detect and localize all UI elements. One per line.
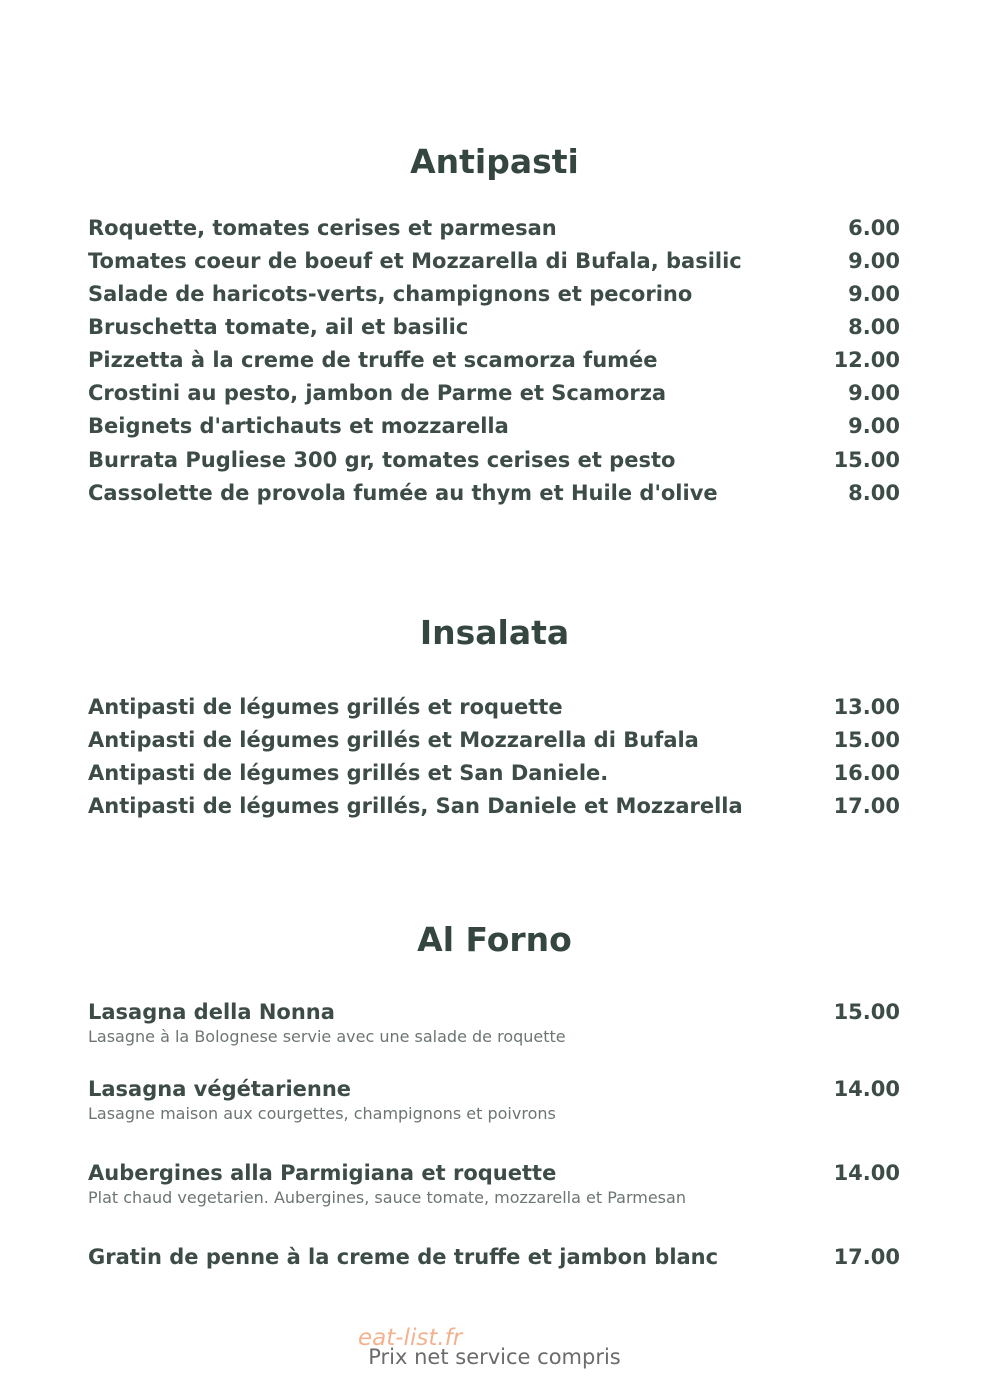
footer-note: Prix net service compris bbox=[368, 1345, 621, 1369]
section-title-antipasti: Antipasti bbox=[410, 142, 579, 181]
menu-item bbox=[88, 279, 900, 309]
item-price: 13.00 bbox=[833, 695, 900, 719]
item-name: Antipasti de légumes grillés et roquette bbox=[88, 695, 563, 719]
watermark: eat-list.fr bbox=[358, 1325, 463, 1351]
item-price: 16.00 bbox=[833, 761, 900, 785]
item-price: 14.00 bbox=[833, 1077, 900, 1101]
item-description: Lasagne à la Bolognese servie avec une salade de roquette bbox=[88, 1027, 566, 1046]
item-name: Tomates coeur de boeuf et Mozzarella di Bufala, basilic bbox=[88, 249, 742, 273]
menu-item bbox=[88, 213, 900, 243]
item-name: Bruschetta tomate, ail et basilic bbox=[88, 315, 469, 339]
item-price: 17.00 bbox=[833, 794, 900, 818]
item-name: Crostini au pesto, jambon de Parme et Scamorza bbox=[88, 381, 667, 405]
menu-item bbox=[88, 1074, 900, 1123]
item-name: Roquette, tomates cerises et parmesan bbox=[88, 216, 557, 240]
menu-item bbox=[88, 246, 900, 276]
item-price: 9.00 bbox=[848, 381, 900, 405]
menu-item bbox=[88, 725, 900, 755]
item-name: Antipasti de légumes grillés et Mozzarella di Bufala bbox=[88, 728, 699, 752]
item-description: Plat chaud vegetarien. Aubergines, sauce tomate, mozzarella et Parmesan bbox=[88, 1188, 686, 1207]
menu-item bbox=[88, 1242, 900, 1272]
menu-item bbox=[88, 478, 900, 508]
item-name: Lasagna della Nonna bbox=[88, 1000, 335, 1024]
item-price: 15.00 bbox=[833, 448, 900, 472]
item-price: 17.00 bbox=[833, 1245, 900, 1269]
item-name: Antipasti de légumes grillés et San Daniele. bbox=[88, 761, 609, 785]
menu-item bbox=[88, 411, 900, 441]
section-title-al-forno: Al Forno bbox=[417, 920, 572, 959]
menu-item bbox=[88, 997, 900, 1046]
item-name: Lasagna végétarienne bbox=[88, 1077, 352, 1101]
item-name: Cassolette de provola fumée au thym et Huile d'olive bbox=[88, 481, 718, 505]
item-price: 9.00 bbox=[848, 282, 900, 306]
menu-item bbox=[88, 758, 900, 788]
item-name: Aubergines alla Parmigiana et roquette bbox=[88, 1161, 557, 1185]
menu-item bbox=[88, 345, 900, 375]
item-name: Beignets d'artichauts et mozzarella bbox=[88, 414, 509, 438]
menu-item bbox=[88, 378, 900, 408]
item-description: Lasagne maison aux courgettes, champignons et poivrons bbox=[88, 1104, 556, 1123]
menu-item bbox=[88, 445, 900, 475]
item-price: 8.00 bbox=[848, 315, 900, 339]
item-price: 6.00 bbox=[848, 216, 900, 240]
item-price: 9.00 bbox=[848, 249, 900, 273]
section-title-insalata: Insalata bbox=[419, 613, 570, 652]
item-price: 9.00 bbox=[848, 414, 900, 438]
item-price: 8.00 bbox=[848, 481, 900, 505]
item-name: Antipasti de légumes grillés, San Daniele et Mozzarella bbox=[88, 794, 743, 818]
item-price: 12.00 bbox=[833, 348, 900, 372]
item-name: Pizzetta à la creme de truffe et scamorza fumée bbox=[88, 348, 658, 372]
menu-item bbox=[88, 1158, 900, 1207]
item-price: 15.00 bbox=[833, 728, 900, 752]
item-price: 14.00 bbox=[833, 1161, 900, 1185]
menu-item bbox=[88, 791, 900, 821]
item-name: Burrata Pugliese 300 gr, tomates cerises et pesto bbox=[88, 448, 676, 472]
item-name: Gratin de penne à la creme de truffe et jambon blanc bbox=[88, 1245, 719, 1269]
menu-item bbox=[88, 692, 900, 722]
item-price: 15.00 bbox=[833, 1000, 900, 1024]
item-name: Salade de haricots-verts, champignons et pecorino bbox=[88, 282, 693, 306]
menu-item bbox=[88, 312, 900, 342]
